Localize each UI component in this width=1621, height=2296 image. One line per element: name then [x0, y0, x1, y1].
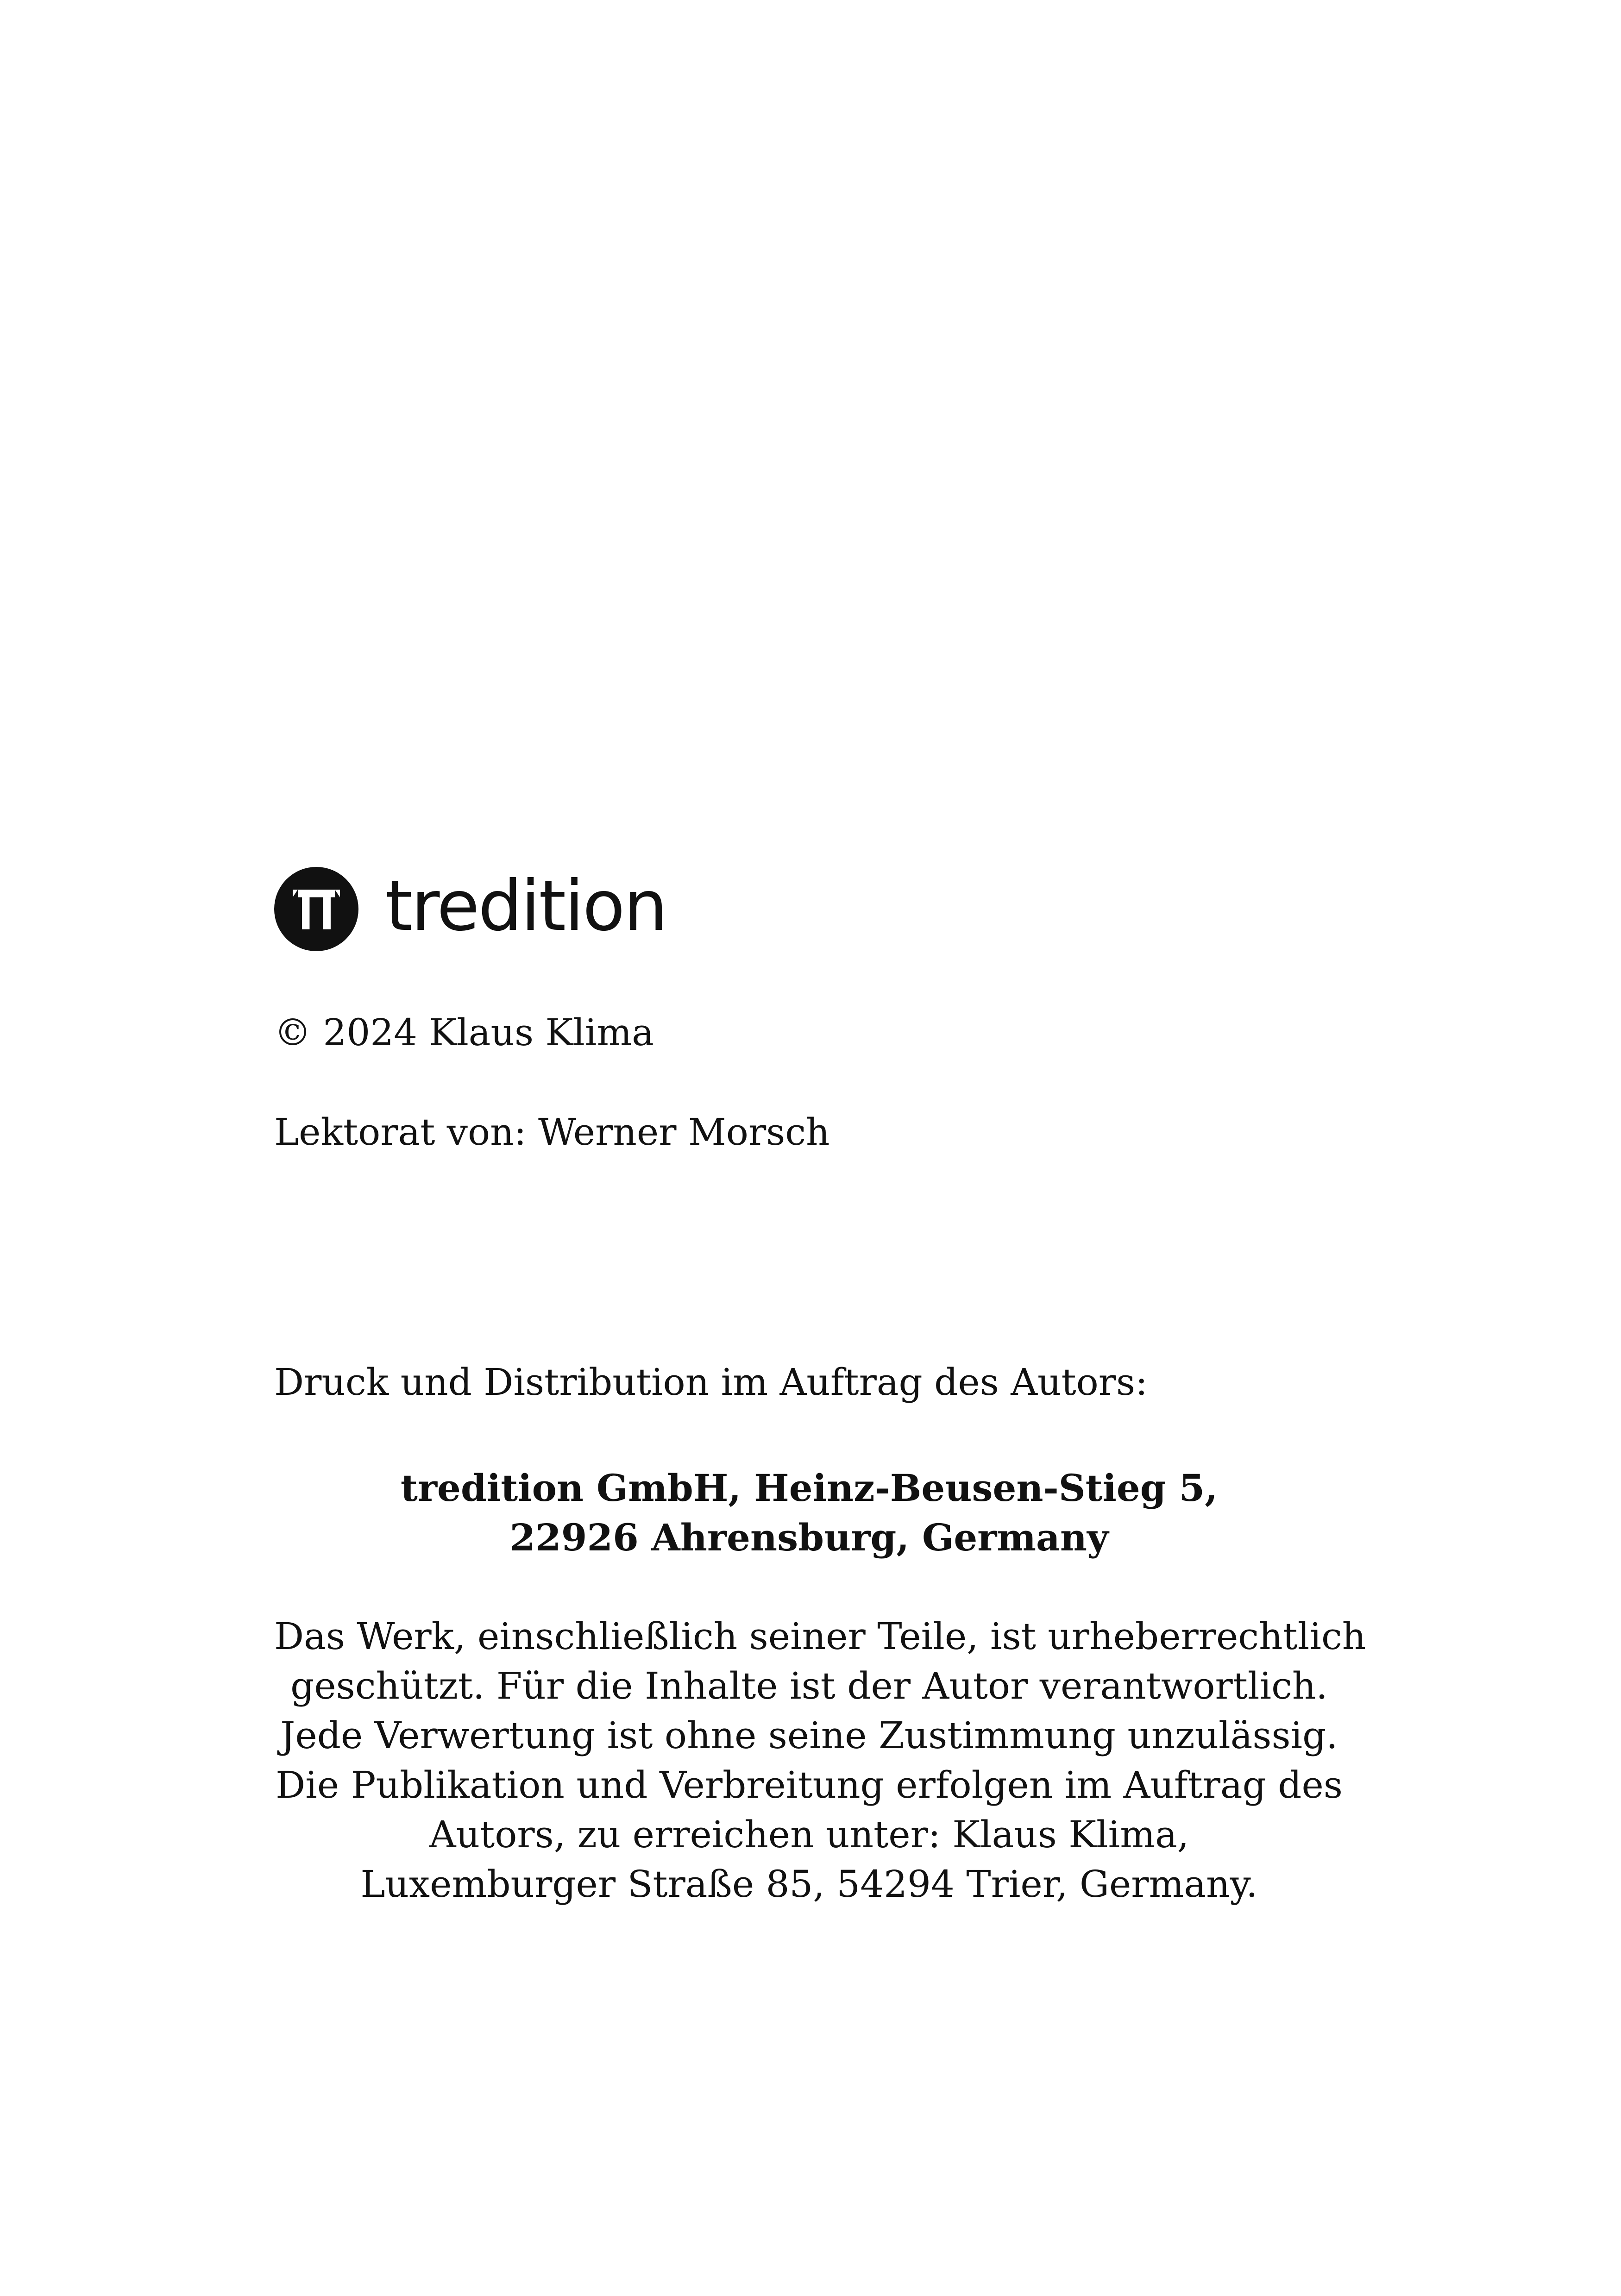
distribution-line: Druck und Distribution im Auftrag des Autors:: [274, 1361, 1148, 1404]
legal-notice-line: Jede Verwertung ist ohne seine Zustimmung unzulässig.: [280, 1714, 1338, 1757]
editor-line: Lektorat von: Werner Morsch: [274, 1110, 830, 1154]
publisher-logo: [274, 865, 666, 953]
publisher-address: [274, 1463, 1344, 1562]
legal-notice-line: Das Werk, einschließlich seiner Teile, ist urheberrechtlich: [274, 1615, 1366, 1658]
legal-notice-line: Die Publikation und Verbreitung erfolgen im Auftrag des: [276, 1763, 1343, 1807]
copyright-line: © 2024 Klaus Klima: [274, 1011, 654, 1054]
publisher-address-line: 22926 Ahrensburg, Germany: [509, 1516, 1109, 1559]
legal-notice-line: Luxemburger Straße 85, 54294 Trier, Germany.: [360, 1863, 1258, 1906]
legal-notice-line: geschützt. Für die Inhalte ist der Autor verantwortlich.: [290, 1664, 1328, 1707]
publisher-address-line: tredition GmbH, Heinz-Beusen-Stieg 5,: [400, 1466, 1218, 1510]
legal-notice-line: Autors, zu erreichen unter: Klaus Klima,: [429, 1813, 1189, 1856]
legal-notice: [274, 1612, 1366, 1909]
logo-wordmark: tredition: [385, 866, 666, 947]
tredition-logo-icon: [274, 867, 358, 951]
